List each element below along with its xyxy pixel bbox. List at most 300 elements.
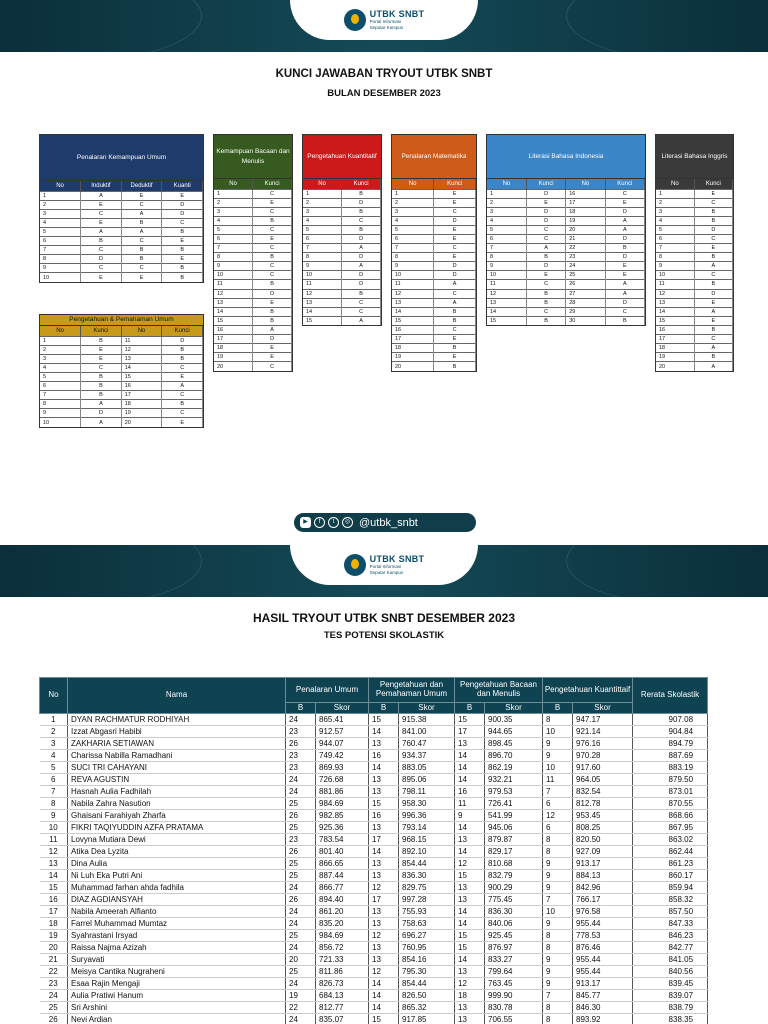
- header-skor: Skor: [485, 703, 543, 714]
- table-row: [40, 906, 708, 918]
- key-cell: 19: [566, 216, 605, 225]
- key-cell: B: [342, 225, 381, 234]
- table-cell: 932.21: [485, 774, 543, 786]
- key-cell: D: [81, 255, 122, 264]
- key-cell: D: [434, 262, 476, 271]
- table-cell: 26: [40, 1014, 68, 1024]
- table-cell: 15: [455, 870, 485, 882]
- key-cell: A: [81, 191, 122, 200]
- table-row: [40, 978, 708, 990]
- key-cell: E: [605, 262, 644, 271]
- key-cell: C: [121, 200, 162, 209]
- table-cell: 984.69: [316, 798, 369, 810]
- key-cell: 16: [121, 381, 162, 390]
- key-cell: B: [526, 253, 565, 262]
- table-cell: 795.30: [399, 966, 455, 978]
- key-cell: C: [342, 216, 381, 225]
- key-cell: E: [434, 353, 476, 362]
- key-col-header: Kuanti: [162, 181, 203, 191]
- table-cell: 758.63: [399, 918, 455, 930]
- key-cell: 19: [656, 353, 694, 362]
- table-cell: 24: [286, 978, 316, 990]
- key-cell: D: [253, 335, 292, 344]
- table-cell: 22: [286, 1002, 316, 1014]
- key-cell: 19: [214, 353, 253, 362]
- key-cell: 7: [40, 391, 81, 400]
- table-cell: 867.95: [633, 822, 708, 834]
- table-cell: 12: [369, 882, 399, 894]
- table-cell: 763.45: [485, 978, 543, 990]
- key-cell: C: [434, 325, 476, 334]
- key-cell: 11: [214, 280, 253, 289]
- table-cell: 10: [543, 906, 573, 918]
- student-name: Muhammad farhan ahda fadhila: [68, 882, 286, 894]
- student-name: Suryavati: [68, 954, 286, 966]
- table-cell: 876.46: [573, 942, 633, 954]
- table-cell: 842.77: [633, 942, 708, 954]
- table-cell: 869.93: [316, 762, 369, 774]
- header-nama: Nama: [68, 678, 286, 714]
- brand-subtitle-1: Portal Informasi: [369, 19, 402, 24]
- table-cell: 15: [455, 714, 485, 726]
- key-cell: C: [434, 289, 476, 298]
- brand-logo-2: [290, 545, 478, 585]
- table-cell: 826.50: [399, 990, 455, 1002]
- key-cell: E: [253, 234, 292, 243]
- key-cell: 4: [487, 216, 526, 225]
- brand-subtitle-1: Portal Informasi: [369, 564, 402, 569]
- key-cell: 16: [392, 325, 434, 334]
- key-cell: D: [342, 234, 381, 243]
- table-cell: 862.44: [633, 846, 708, 858]
- table-cell: 14: [455, 954, 485, 966]
- key-cell: 3: [40, 209, 81, 218]
- table-row: [40, 1014, 708, 1024]
- table-cell: 865.32: [399, 1002, 455, 1014]
- table-cell: 14: [455, 906, 485, 918]
- key-cell: 29: [566, 307, 605, 316]
- key-cell: D: [342, 271, 381, 280]
- table-cell: 925.45: [485, 930, 543, 942]
- student-name: Esaa Rajin Mengaji: [68, 978, 286, 990]
- table-cell: 812.78: [573, 798, 633, 810]
- key-cell: 9: [392, 262, 434, 271]
- key-cell: 7: [392, 244, 434, 253]
- key-col-header: Kunci: [694, 179, 732, 189]
- table-cell: 13: [455, 966, 485, 978]
- key-cell: E: [162, 255, 203, 264]
- table-cell: 14: [455, 918, 485, 930]
- key-cell: 3: [392, 207, 434, 216]
- key-col-header: No: [656, 179, 694, 189]
- results-subtitle: TES POTENSI SKOLASTIK: [323, 630, 445, 641]
- key-cell: 5: [487, 225, 526, 234]
- table-cell: 887.44: [316, 870, 369, 882]
- second-banner: [0, 545, 768, 597]
- key-cell: 14: [214, 307, 253, 316]
- key-bacaan-menulis: [213, 134, 293, 372]
- header-penalaran-umum: Penalaran Umum: [286, 678, 369, 703]
- table-cell: 835.20: [316, 918, 369, 930]
- table-cell: 14: [455, 762, 485, 774]
- key-cell: E: [162, 372, 203, 381]
- table-cell: 907.08: [633, 714, 708, 726]
- key-cell: E: [121, 191, 162, 200]
- table-cell: 766.17: [573, 894, 633, 906]
- table-cell: 14: [369, 1002, 399, 1014]
- key-cell: 9: [487, 262, 526, 271]
- table-cell: 749.42: [316, 750, 369, 762]
- table-cell: 879.50: [633, 774, 708, 786]
- key-cell: E: [81, 354, 122, 363]
- key-cell: A: [605, 289, 644, 298]
- student-name: Raissa Najma Azizah: [68, 942, 286, 954]
- table-cell: 9: [543, 738, 573, 750]
- key-cell: 4: [40, 218, 81, 227]
- key-cell: 18: [214, 344, 253, 353]
- table-cell: 846.23: [633, 930, 708, 942]
- key-cell: 18: [121, 400, 162, 409]
- table-cell: 12: [40, 846, 68, 858]
- instagram-icon[interactable]: ◎: [342, 517, 353, 528]
- key-cell: B: [526, 316, 565, 325]
- results-table: [39, 677, 708, 1024]
- table-cell: 760.47: [399, 738, 455, 750]
- table-cell: 684.13: [316, 990, 369, 1002]
- table-cell: 841.00: [399, 726, 455, 738]
- key-cell: 18: [656, 344, 694, 353]
- key-cell: C: [162, 409, 203, 418]
- key-cell: D: [526, 189, 565, 198]
- table-cell: 24: [286, 942, 316, 954]
- key-cell: B: [162, 400, 203, 409]
- key-cell: C: [162, 218, 203, 227]
- table-cell: 23: [286, 762, 316, 774]
- table-cell: 9: [455, 810, 485, 822]
- key-cell: 10: [656, 271, 694, 280]
- table-cell: 829.75: [399, 882, 455, 894]
- key-cell: B: [162, 345, 203, 354]
- key-cell: A: [434, 280, 476, 289]
- table-cell: 13: [455, 882, 485, 894]
- table-cell: 26: [286, 846, 316, 858]
- table-cell: 839.45: [633, 978, 708, 990]
- table-cell: 13: [369, 738, 399, 750]
- key-cell: 1: [40, 191, 81, 200]
- key-col-header: No: [40, 326, 81, 336]
- key-cell: E: [526, 198, 565, 207]
- key-cell: 11: [303, 280, 342, 289]
- table-cell: 17: [369, 834, 399, 846]
- table-cell: 8: [543, 846, 573, 858]
- table-cell: 15: [40, 882, 68, 894]
- key-cell: 2: [303, 198, 342, 207]
- table-cell: 19: [286, 990, 316, 1002]
- student-name: Dina Aulia: [68, 858, 286, 870]
- table-cell: 808.25: [573, 822, 633, 834]
- key-cell: 9: [303, 262, 342, 271]
- key-cell: A: [605, 216, 644, 225]
- key-cell: E: [162, 418, 203, 427]
- table-cell: 832.79: [485, 870, 543, 882]
- table-row: [40, 894, 708, 906]
- key-cell: E: [434, 189, 476, 198]
- key-pengetahuan-pemahaman-umum: [39, 314, 204, 428]
- key-cell: B: [162, 273, 203, 282]
- table-cell: 6: [543, 822, 573, 834]
- key-cell: C: [162, 363, 203, 372]
- key-cell: B: [253, 253, 292, 262]
- key-cell: A: [342, 244, 381, 253]
- table-cell: 9: [543, 858, 573, 870]
- key-col-header: No: [121, 326, 162, 336]
- table-cell: 984.69: [316, 930, 369, 942]
- key-cell: D: [526, 262, 565, 271]
- table-cell: 810.68: [485, 858, 543, 870]
- key-cell: E: [434, 198, 476, 207]
- table-cell: 16: [369, 750, 399, 762]
- key-cell: 13: [303, 298, 342, 307]
- table-cell: 9: [543, 966, 573, 978]
- key-cell: 13: [214, 298, 253, 307]
- table-cell: 826.73: [316, 978, 369, 990]
- key-cell: 5: [40, 372, 81, 381]
- key-cell: 15: [214, 316, 253, 325]
- table-cell: 11: [40, 834, 68, 846]
- key-cell: C: [526, 280, 565, 289]
- table-cell: 835.07: [316, 1014, 369, 1024]
- table-cell: 12: [455, 978, 485, 990]
- key-cell: D: [434, 271, 476, 280]
- table-row: [40, 762, 708, 774]
- student-name: Sri Arshini: [68, 1002, 286, 1014]
- key-cell: A: [121, 227, 162, 236]
- facebook-icon[interactable]: f: [314, 517, 325, 528]
- student-name: Aulia Pratiwi Hanum: [68, 990, 286, 1002]
- key-cell: E: [694, 244, 732, 253]
- brand-title: UTBK SNBT: [369, 9, 425, 19]
- key-col-header: Kunci: [81, 326, 122, 336]
- page-title: KUNCI JAWABAN TRYOUT UTBK SNBT: [275, 68, 493, 80]
- key-cell: 13: [487, 298, 526, 307]
- table-cell: 12: [369, 966, 399, 978]
- key-cell: A: [694, 262, 732, 271]
- student-name: Atika Dea Lyzita: [68, 846, 286, 858]
- table-row: [40, 966, 708, 978]
- key-cell: D: [526, 207, 565, 216]
- header-pbm: Pengetahuan Bacaan dan Menulis: [455, 678, 543, 703]
- table-cell: 854.16: [399, 954, 455, 966]
- key-cell: 2: [40, 200, 81, 209]
- table-row: [40, 774, 708, 786]
- table-cell: 15: [369, 714, 399, 726]
- table-cell: 934.37: [399, 750, 455, 762]
- key-cell: C: [81, 246, 122, 255]
- key-cell: C: [253, 189, 292, 198]
- results-title: HASIL TRYOUT UTBK SNBT DESEMBER 2023: [252, 611, 516, 625]
- key-cell: 24: [566, 262, 605, 271]
- table-cell: 894.40: [316, 894, 369, 906]
- key-cell: 2: [214, 198, 253, 207]
- table-cell: 12: [455, 858, 485, 870]
- table-cell: 13: [455, 894, 485, 906]
- social-bar: [294, 513, 476, 532]
- table-cell: 801.40: [316, 846, 369, 858]
- brand-subtitle-2: Seputar Kampus: [369, 569, 404, 575]
- table-row: [40, 846, 708, 858]
- key-cell: E: [253, 344, 292, 353]
- table-cell: 13: [455, 738, 485, 750]
- key-cell: 11: [487, 280, 526, 289]
- key-cell: B: [81, 236, 122, 245]
- table-cell: 15: [369, 1014, 399, 1024]
- key-cell: E: [162, 236, 203, 245]
- table-cell: 955.44: [573, 918, 633, 930]
- key-cell: 14: [656, 307, 694, 316]
- page-subtitle: BULAN DESEMBER 2023: [327, 88, 441, 99]
- youtube-icon[interactable]: ▶: [300, 517, 311, 528]
- table-cell: 14: [455, 822, 485, 834]
- table-cell: 879.87: [485, 834, 543, 846]
- table-cell: 856.72: [316, 942, 369, 954]
- key-cell: A: [162, 381, 203, 390]
- table-cell: 23: [40, 978, 68, 990]
- key-cell: 23: [566, 253, 605, 262]
- table-cell: 927.09: [573, 846, 633, 858]
- table-row: [40, 798, 708, 810]
- header-rerata: Rerata Skolastik: [633, 678, 708, 714]
- key-cell: 1: [303, 189, 342, 198]
- table-cell: 7: [40, 786, 68, 798]
- key-col-header: No: [487, 179, 526, 189]
- key-cell: A: [605, 225, 644, 234]
- table-cell: 14: [369, 726, 399, 738]
- key-cell: 15: [121, 372, 162, 381]
- table-cell: 12: [543, 810, 573, 822]
- key-cell: 11: [392, 280, 434, 289]
- key-cell: B: [434, 316, 476, 325]
- student-name: DYAN RACHMATUR RODHIYAH: [68, 714, 286, 726]
- twitter-icon[interactable]: t: [328, 517, 339, 528]
- table-cell: 9: [543, 918, 573, 930]
- table-cell: 854.44: [399, 858, 455, 870]
- table-cell: 859.94: [633, 882, 708, 894]
- table-cell: 947.17: [573, 714, 633, 726]
- key-cell: 6: [40, 236, 81, 245]
- table-cell: 958.30: [399, 798, 455, 810]
- key-penalaran-umum: [39, 134, 204, 283]
- table-cell: 860.17: [633, 870, 708, 882]
- key-cell: C: [342, 298, 381, 307]
- key-cell: B: [434, 362, 476, 371]
- key-cell: 10: [40, 418, 81, 427]
- key-cell: B: [694, 207, 732, 216]
- student-name: Farrel Muhammad Mumtaz: [68, 918, 286, 930]
- key-col-header: No: [40, 181, 81, 191]
- key-cell: 10: [303, 271, 342, 280]
- key-cell: D: [253, 289, 292, 298]
- table-cell: 944.07: [316, 738, 369, 750]
- table-cell: 904.84: [633, 726, 708, 738]
- table-cell: 16: [369, 810, 399, 822]
- key-cell: 3: [303, 207, 342, 216]
- table-cell: 921.14: [573, 726, 633, 738]
- student-name: Charissa Nabilla Ramadhani: [68, 750, 286, 762]
- table-cell: 24: [286, 714, 316, 726]
- key-cell: 16: [566, 189, 605, 198]
- key-cell: D: [605, 298, 644, 307]
- table-cell: 13: [455, 834, 485, 846]
- table-row: [40, 870, 708, 882]
- key-cell: 1: [214, 189, 253, 198]
- table-cell: 915.38: [399, 714, 455, 726]
- medal-icon: [344, 554, 366, 576]
- key-cell: B: [121, 246, 162, 255]
- table-cell: 726.68: [316, 774, 369, 786]
- table-cell: 997.28: [399, 894, 455, 906]
- key-cell: B: [253, 307, 292, 316]
- table-cell: 18: [455, 990, 485, 1002]
- key-cell: D: [81, 409, 122, 418]
- table-cell: 812.77: [316, 1002, 369, 1014]
- key-cell: D: [694, 225, 732, 234]
- key-cell: 5: [214, 225, 253, 234]
- brand-subtitle-2: Seputar Kampus: [369, 24, 404, 30]
- key-col-header: No: [303, 179, 342, 189]
- key-cell: 22: [566, 244, 605, 253]
- table-cell: 838.35: [633, 1014, 708, 1024]
- key-cell: 4: [214, 216, 253, 225]
- key-cell: E: [605, 198, 644, 207]
- key-cell: E: [526, 271, 565, 280]
- key-cell: 15: [303, 316, 342, 325]
- top-banner: [0, 0, 768, 52]
- table-cell: 862.19: [485, 762, 543, 774]
- table-cell: 996.36: [399, 810, 455, 822]
- key-cell: E: [253, 198, 292, 207]
- table-cell: 13: [455, 1014, 485, 1024]
- key-cell: C: [434, 244, 476, 253]
- table-cell: 861.23: [633, 858, 708, 870]
- table-cell: 25: [286, 822, 316, 834]
- key-cell: B: [162, 354, 203, 363]
- table-cell: 876.97: [485, 942, 543, 954]
- key-cell: E: [121, 273, 162, 282]
- table-cell: 5: [40, 762, 68, 774]
- table-cell: 913.17: [573, 858, 633, 870]
- table-cell: 14: [369, 846, 399, 858]
- key-cell: D: [526, 216, 565, 225]
- table-cell: 19: [40, 930, 68, 942]
- key-pengetahuan-kuantitatif: [302, 134, 382, 326]
- student-name: REVA AGUSTIN: [68, 774, 286, 786]
- key-header: Kemampuan Bacaan dan Menulis: [214, 135, 292, 179]
- table-cell: 896.70: [485, 750, 543, 762]
- key-cell: 7: [214, 244, 253, 253]
- table-cell: 8: [40, 798, 68, 810]
- table-cell: 24: [286, 906, 316, 918]
- key-cell: A: [694, 344, 732, 353]
- key-cell: 10: [487, 271, 526, 280]
- table-cell: 25: [40, 1002, 68, 1014]
- table-cell: 8: [543, 834, 573, 846]
- key-cell: B: [342, 189, 381, 198]
- key-cell: 6: [392, 234, 434, 243]
- key-cell: 30: [566, 316, 605, 325]
- key-literasi-inggris: [655, 134, 734, 372]
- key-cell: 2: [392, 198, 434, 207]
- table-cell: 26: [286, 738, 316, 750]
